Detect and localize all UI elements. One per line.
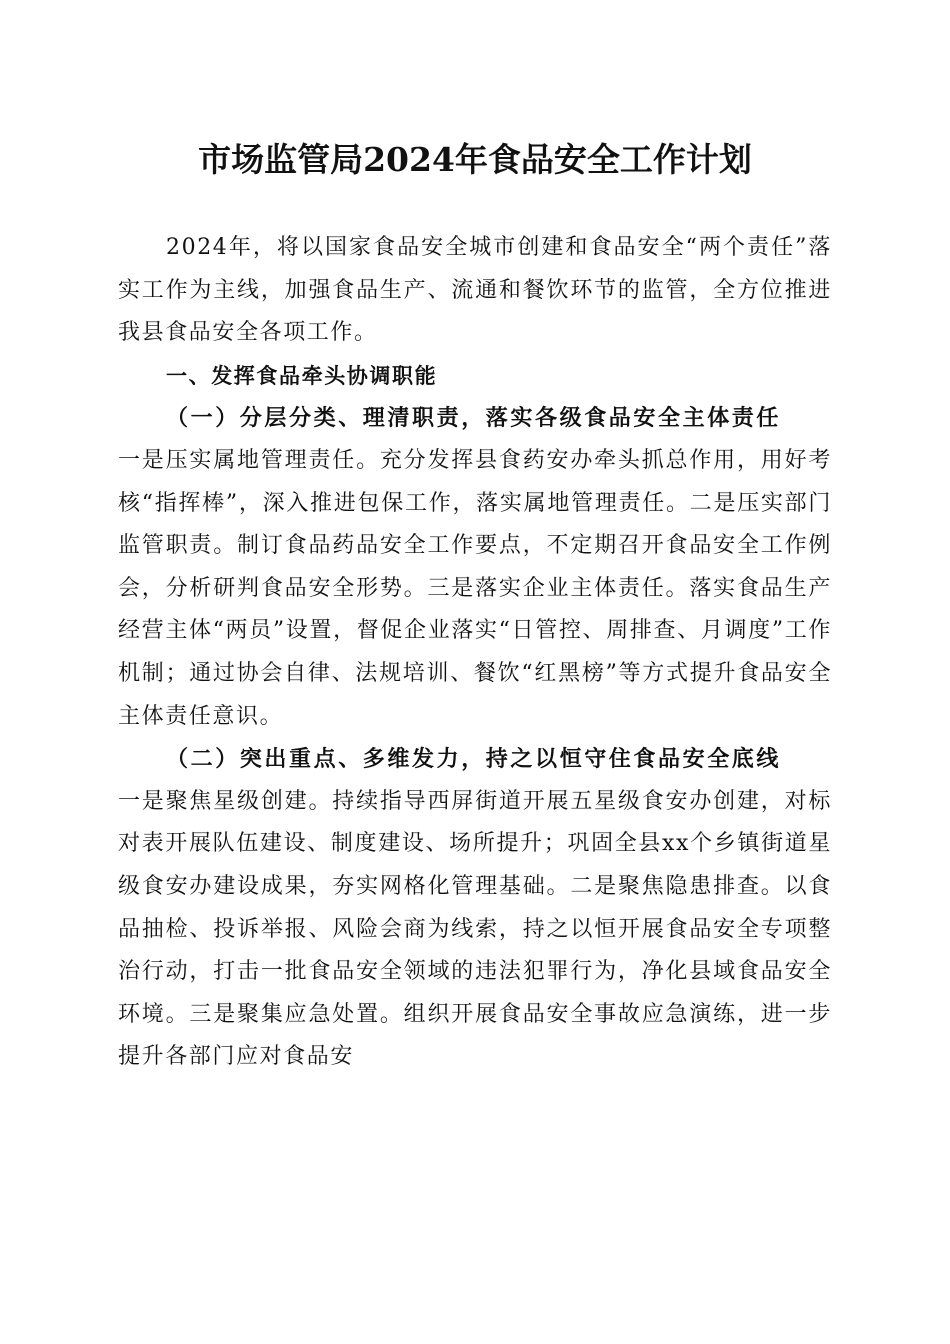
subsection-heading-2: （二）突出重点、多维发力，持之以恒守住食品安全底线 [166, 746, 782, 773]
document-body [118, 227, 832, 1079]
section-heading-1: 一、发挥食品牵头协调职能 [166, 363, 438, 388]
subsection-body-1: 一是压实属地管理责任。充分发挥县食药安办牵头抓总作用，用好考核“指挥棒”，深入推进包保工作，落实属地管理责任。二是压实部门监管职责。制订食品药品安全工作要点，不定期召开食品安全工作例会，分析研判食品安全形势。三是落实企业主体责任。落实食品生产经营主体“两员”设置，督促企业落实“日管控、周排查、月调度”工作机制；通过协会自律、法规培训、餐饮“红黑榜”等方式提升食品安全主体责任意识。 [118, 447, 832, 729]
subsection-body-2: 一是聚焦星级创建。持续指导西屏街道开展五星级食安办创建，对标对表开展队伍建设、制度建设、场所提升；巩固全县xx个乡镇街道星级食安办建设成果，夯实网格化管理基础。二是聚焦隐患排查。以食品抽检、投诉举报、风险会商为线索，持之以恒开展食品安全专项整治行动，打击一批食品安全领域的违法犯罪行为，净化县域食品安全环境。三是聚集应急处置。组织开展食品安全事故应急演练，进一步提升各部门应对食品安 [118, 788, 832, 1070]
intro-paragraph: 2024年，将以国家食品安全城市创建和食品安全“两个责任”落实工作为主线，加强食品生产、流通和餐饮环节的监管，全方位推进我县食品安全各项工作。 [118, 235, 832, 346]
subsection-heading-1: （一）分层分类、理清职责，落实各级食品安全主体责任 [166, 405, 782, 432]
document-title: 市场监管局2024年食品安全工作计划 [198, 140, 752, 179]
